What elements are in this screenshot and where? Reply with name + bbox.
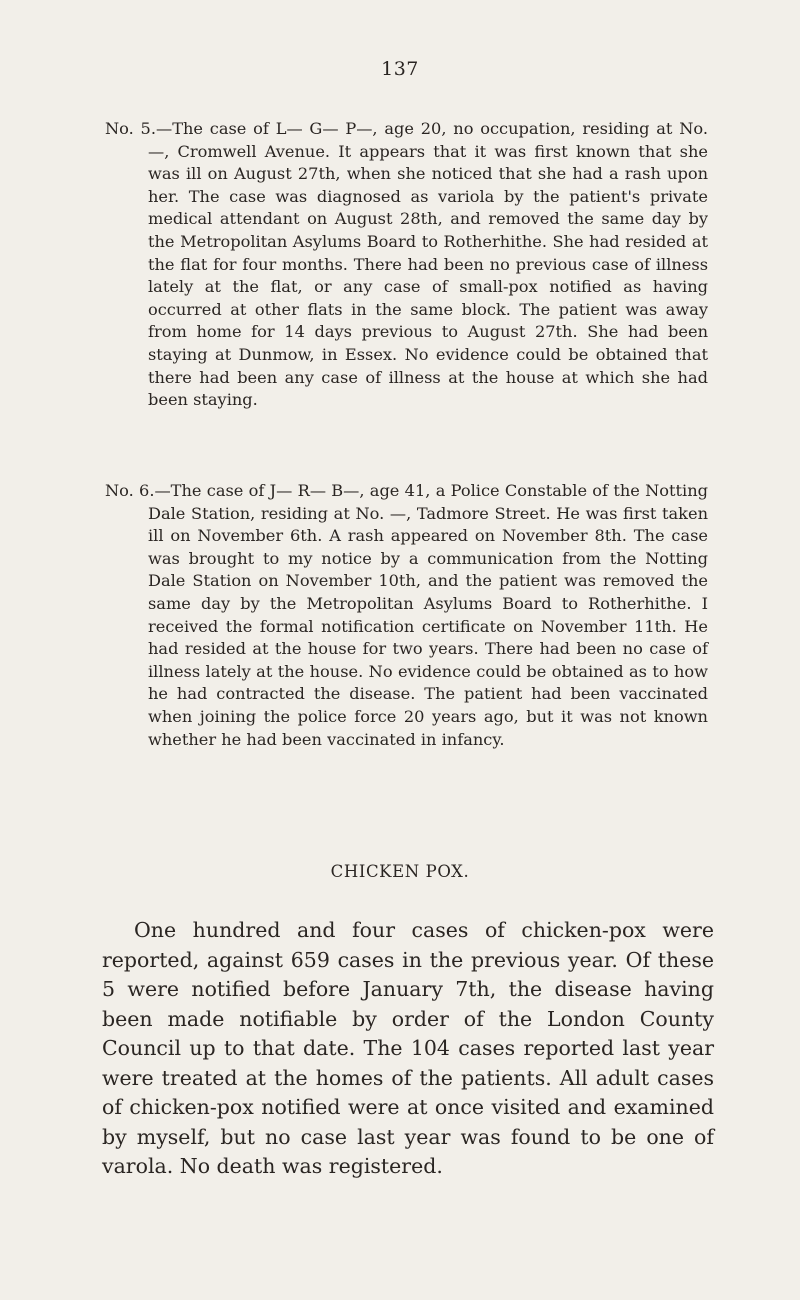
case-paragraph-5: No. 5.—The case of L— G— P—, age 20, no occupation, residing at No. —, Cromwell Avenue. It appears that it was first known that she was ill on August 27th, when she noticed that she had a rash upon her. The case was diagnosed as variola by the patient's private medical attendant on August 28th, and removed the same day by the Metropolitan Asylums Board to Rotherhithe. She had resided at the flat for four months. There had been no previous case of illness lately at the flat, or any case of small-pox notified as having occurred at other flats in the same block. The patient was away from home for 14 days previous to August 27th. She had been staying at Dunmow, in Essex. No evidence could be obtained that there had been any case of illness at the house at which she had been staying.: [105, 119, 708, 410]
page-number: 137: [381, 58, 419, 80]
case-paragraph-6: No. 6.—The case of J— R— B—, age 41, a Police Constable of the Notting Dale Station, residing at No. —, Tadmore Street. He was first taken ill on November 6th. A rash appeared on November 8th. The case was brought to my notice by a communication from the Notting Dale Station on November 10th, and the patient was removed the same day by the Metropolitan Asylums Board to Rotherhithe. I received the formal notification certificate on November 11th. He had resided at the house for two years. There had been no case of illness lately at the house. No evidence could be obtained as to how he had contracted the disease. The patient had been vaccinated when joining the police force 20 years ago, but it was not known whether he had been vaccinated in infancy.: [105, 481, 708, 749]
section-heading-chicken-pox: CHICKEN POX.: [330, 862, 470, 881]
chicken-pox-paragraph: One hundred and four cases of chicken-pox were reported, against 659 cases in the previous year. Of these 5 were notified before January 7th, the disease having been made notifiable by order of the London County Council up to that date. The 104 cases reported last year were treated at the homes of the patients. All adult cases of chicken-pox notified were at once visited and examined by myself, but no case last year was found to be one of varola. No death was registered.: [102, 918, 714, 1178]
